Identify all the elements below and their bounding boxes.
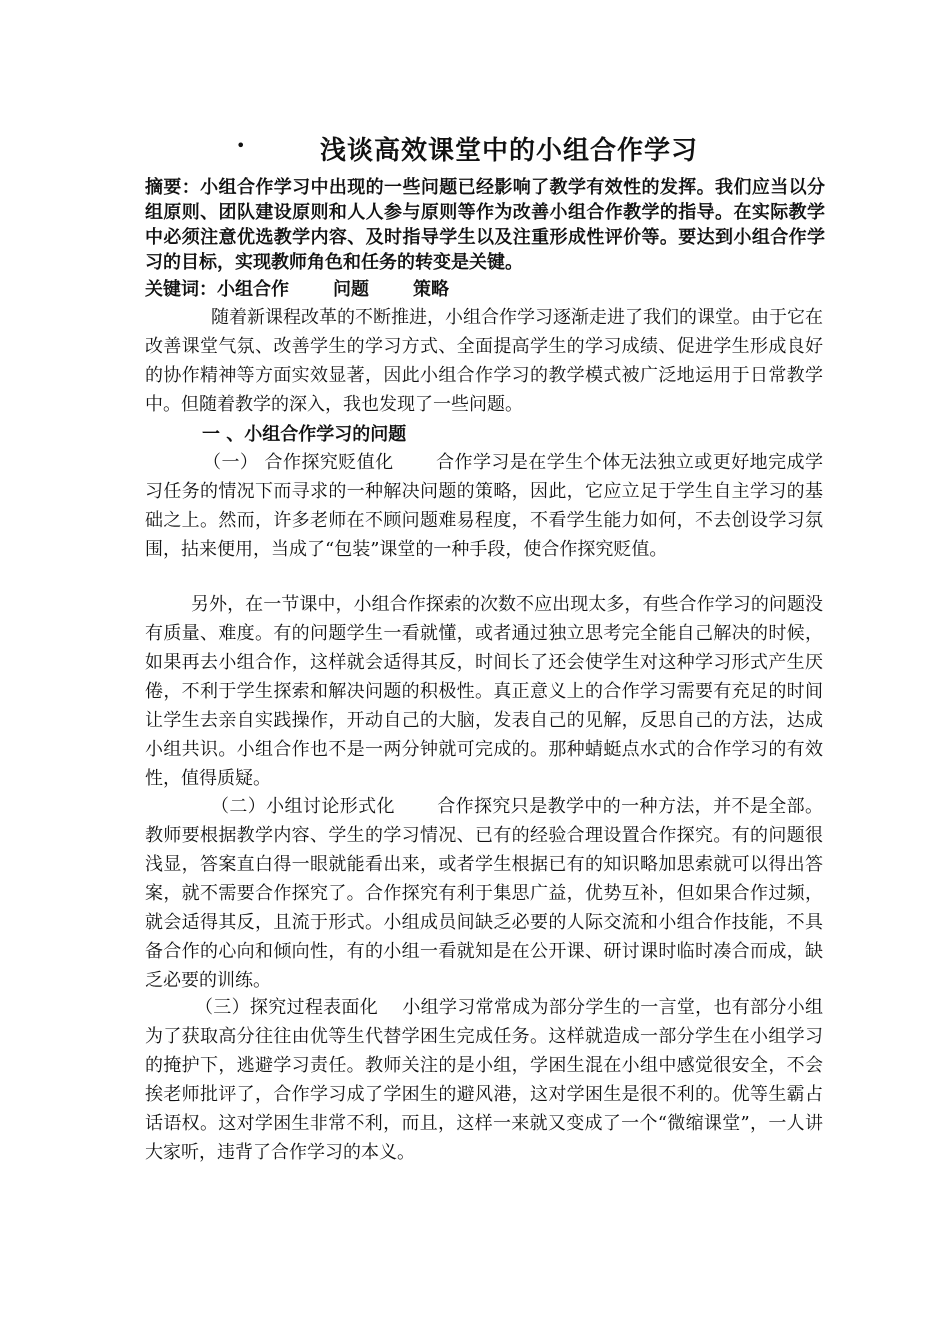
subsection-2 <box>145 792 823 995</box>
keyword-2: 问题 <box>333 279 369 300</box>
subsection-2-text: 合作探究只是教学中的一种方法，并不是全部。教师要根据教学内容、学生的学习情况、已有的经验合理设置合作探究。有的问题很浅显，答案直白得一眼就能看出来，或者学生根据已有的知识略加思索就可以得出答案，就不需要合作探究了。合作探究有利于集思广益，优势互补，但如果合作过频，就会适得其反，且流于形式。小组成员间缺乏必要的人际交流和小组合作技能，不具备合作的心向和倾向性，有的小组一看就知是在公开课、研讨课时临时凑合而成，缺乏必要的训练。 <box>145 796 824 991</box>
title-row <box>236 130 836 170</box>
subsection-1-heading: （一） 合作探究贬值化 <box>203 452 394 473</box>
keyword-1: 小组合作 <box>217 279 289 300</box>
subsection-2-heading: （二）小组讨论形式化 <box>211 796 395 817</box>
subsection-3 <box>145 993 823 1167</box>
subsection-3-heading: （三）探究过程表面化 <box>195 997 379 1018</box>
document-title: 浅谈高效课堂中的小组合作学习 <box>320 136 699 166</box>
paragraph-another: 另外，在一节课中，小组合作探索的次数不应出现太多，有些合作学习的问题没有质量、难度。有的问题学生一看就懂，或者通过独立思考完全能自己解决的时候，如果再去小组合作，这样就会适得其反，时间长了还会使学生对这种学习形式产生厌倦，不利于学生探索和解决问题的积极性。真正意义上的合作学习需要有充足的时间让学生去亲自实践操作，开动自己的大脑，发表自己的见解，反思自己的方法，达成小组共识。小组合作也不是一两分钟就可完成的。那种蜻蜓点水式的合作学习的有效性，值得质疑。 <box>145 594 823 789</box>
section-heading: 一 、小组合作学习的问题 <box>202 424 407 445</box>
bullet-icon: • <box>236 136 246 155</box>
keyword-3: 策略 <box>413 279 449 300</box>
subsection-1 <box>145 448 823 564</box>
abstract: 摘要：小组合作学习中出现的一些问题已经影响了教学有效性的发挥。我们应当以分组原则、团队建设原则和人人参与原则等作为改善小组合作教学的指导。在实际教学中必须注意优选教学内容、及时指导学生以及注重形成性评价等。要达到小组合作学习的目标，实现教师角色和任务的转变是关键。 <box>145 177 825 273</box>
intro-paragraph: 随着新课程改革的不断推进，小组合作学习逐渐走进了我们的课堂。由于它在改善课堂气氛、改善学生的学习方式、全面提高学生的学习成绩、促进学生形成良好的协作精神等方面实效显著，因此小组合作学习的教学模式被广泛地运用于日常教学中。但随着教学的深入，我也发现了一些问题。 <box>145 307 823 415</box>
keywords <box>145 275 449 301</box>
keywords-label: 关键词： <box>145 279 217 300</box>
subsection-1-text: 合作学习是在学生个体无法独立或更好地完成学习任务的情况下而寻求的一种解决问题的策略，因此，它应立足于学生自主学习的基础之上。然而，许多老师在不顾问题难易程度，不看学生能力如何，不去创设学习氛围，拈来便用，当成了“包装”课堂的一种手段，使合作探究贬值。 <box>145 452 823 560</box>
subsection-3-text: 小组学习常常成为部分学生的一言堂，也有部分小组为了获取高分往往由优等生代替学困生完成任务。这样就造成一部分学生在小组学习的掩护下，逃避学习责任。教师关注的是小组，学困生混在小组中感觉很安全，不会挨老师批评了，合作学习成了学困生的避风港，这对学困生是很不利的。优等生霸占话语权。这对学困生非常不利，而且，这样一来就又变成了一个“微缩课堂”，一人讲大家听，违背了合作学习的本义。 <box>145 997 823 1163</box>
